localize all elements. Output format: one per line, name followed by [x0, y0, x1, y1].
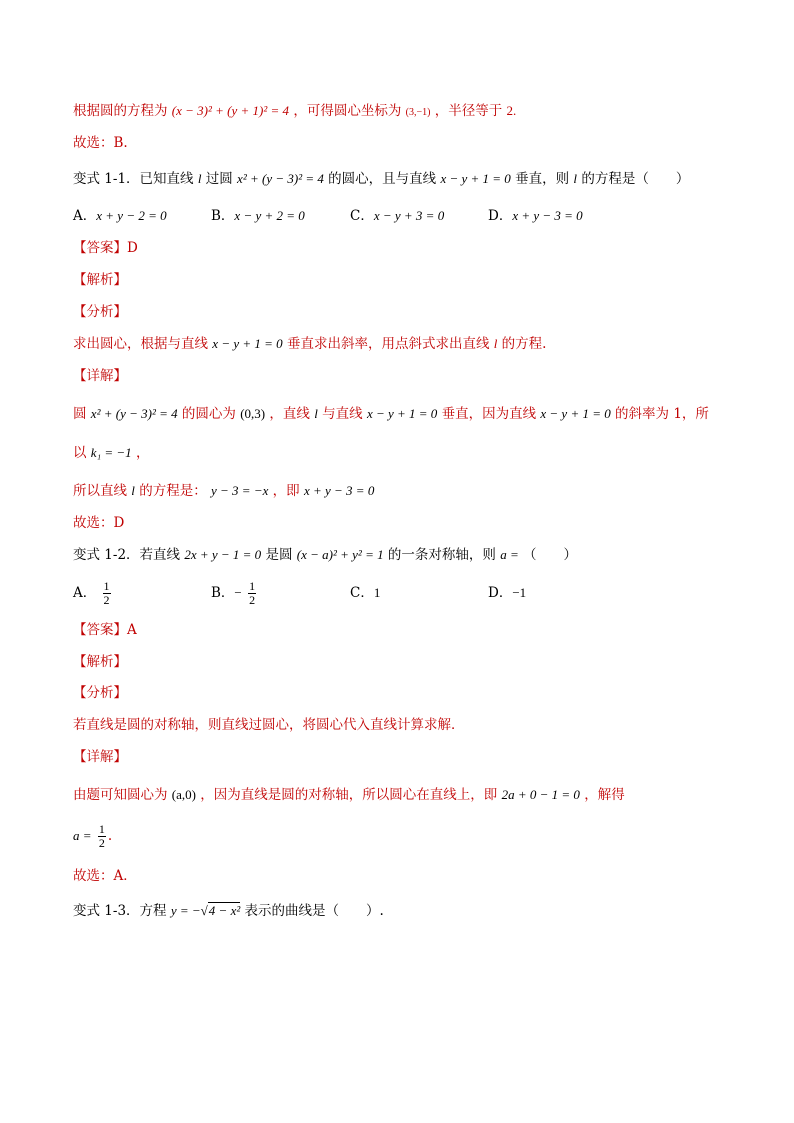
solution-line-1: 根据圆的方程为 (x − 3)² + (y + 1)² = 4 ，可得圆心坐标为 (3,−1) ，半径等于 2.	[73, 103, 517, 119]
circle-equation: x² + (y − 3)² = 4	[237, 171, 324, 186]
radicand: 4 − x²	[208, 903, 241, 918]
detail-line-5: a = $\frac{1}{2}$ .	[73, 822, 113, 850]
reasoning-label-2: 【分析】	[73, 685, 127, 701]
detail-label-2: 【详解】	[73, 749, 127, 765]
option-a: A．x + y − 2 = 0	[73, 208, 167, 224]
fraction: $\frac{1}{2}$	[103, 579, 110, 607]
center-point: (3,−1)	[405, 107, 431, 118]
reasoning-text-2: 若直线是圆的对称轴，则直线过圆心，将圆心代入直线计算求解．	[73, 717, 465, 733]
answer-select-a: 故选：A．	[73, 868, 137, 884]
option-d: D．x + y − 3 = 0	[488, 208, 583, 224]
radius-value: 2.	[506, 103, 517, 118]
fraction: $\frac{1}{2}$	[98, 822, 105, 850]
detail-line-1: 圆 x² + (y − 3)² = 4 的圆心为 (0,3) ，直线 l 与直线 x − y + 1 = 0 垂直，因为直线 x − y + 1 = 0 的斜率为 1，所	[73, 406, 709, 422]
question-1-3: 变式 1-3．方程 y = −√4 − x² 表示的曲线是（ ）.	[73, 903, 384, 919]
option-d: D．−1	[488, 585, 527, 601]
line-equation: x − y + 1 = 0	[440, 171, 511, 186]
option-a: A． $\frac{1}{2}$	[73, 579, 110, 607]
detail-line-3: 所以直线 l 的方程是： y − 3 = −x ，即 x + y − 3 = 0	[73, 483, 375, 499]
option-c: C．1	[350, 585, 381, 601]
fraction: $\frac{1}{2}$	[249, 579, 256, 607]
detail-line-4: 由题可知圆心为 (a,0) ，因为直线是圆的对称轴，所以圆心在直线上，即 2a + 0 − 1 = 0 ，解得	[73, 787, 625, 803]
option-b: B．x − y + 2 = 0	[211, 208, 305, 224]
option-c: C．x − y + 3 = 0	[350, 208, 445, 224]
detail-line-2: 以 k₁ = −1 ，	[73, 445, 150, 461]
answer-select-d: 故选：D	[73, 515, 125, 531]
question-1-1: 变式 1-1．已知直线 l 过圆 x² + (y − 3)² = 4 的圆心，且与直线 x − y + 1 = 0 垂直，则 l 的方程是（ ）	[73, 171, 690, 187]
option-b: B．− $\frac{1}{2}$	[211, 579, 256, 607]
analysis-label-1: 【解析】	[73, 272, 127, 288]
sqrt-symbol: √	[200, 903, 208, 918]
question-1-2: 变式 1-2．若直线 2x + y − 1 = 0 是圆 (x − a)² + y² = 1 的一条对称轴，则 a = （ ）	[73, 547, 578, 563]
analysis-label-2: 【解析】	[73, 654, 127, 670]
answer-label-2: 【答案】A	[73, 622, 137, 638]
reasoning-text-1: 求出圆心，根据与直线 x − y + 1 = 0 垂直求出斜率，用点斜式求出直线 l 的方程.	[73, 336, 547, 352]
answer-label-1: 【答案】D	[73, 240, 138, 256]
detail-label-1: 【详解】	[73, 368, 127, 384]
answer-select-b: 故选：B.	[73, 135, 128, 151]
reasoning-label-1: 【分析】	[73, 304, 127, 320]
circle-equation: (x − 3)² + (y + 1)² = 4	[171, 103, 290, 118]
